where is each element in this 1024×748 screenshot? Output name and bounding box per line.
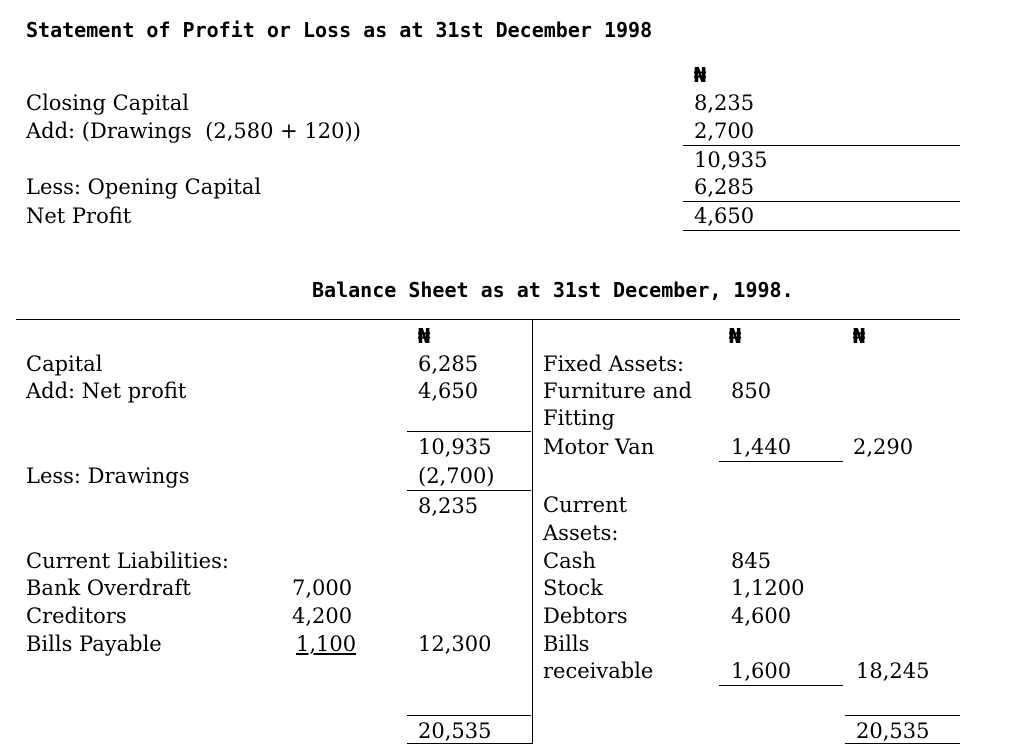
right-grand-total-rule: [845, 715, 960, 716]
pl-row-value: 2,700: [694, 119, 755, 143]
debtors-label: Debtors: [543, 604, 628, 628]
bs-center-divider: [532, 319, 533, 743]
fixed-assets-heading: Fixed Assets:: [543, 352, 685, 376]
liability-value: 4,200: [292, 604, 353, 628]
left-drawings-rule: [407, 490, 531, 491]
pl-row-label: Net Profit: [26, 204, 132, 228]
left-grand-total-rule: [407, 715, 531, 716]
bs-title: Balance Sheet as at 31st December, 1998.: [312, 278, 794, 302]
pl-row-label: Add: (Drawings (2,580 + 120)): [26, 119, 361, 143]
pl-currency-header: ₦: [694, 63, 707, 87]
bs-top-rule: [16, 319, 960, 320]
drawings-value: (2,700): [418, 464, 495, 488]
after-drawings-value: 8,235: [418, 494, 479, 518]
debtors-value: 4,600: [731, 604, 792, 628]
pl-row-value: 10,935: [694, 148, 768, 172]
left-subtotal-value: 10,935: [418, 435, 492, 459]
current-assets-heading: Current: [543, 493, 628, 517]
right-grand-total-value: 20,535: [856, 719, 930, 743]
liability-value: 1,100: [296, 632, 357, 656]
pl-row-value: 6,285: [694, 175, 755, 199]
right-bottom-rule: [845, 743, 960, 744]
bs-currency-header-mid: ₦: [729, 324, 742, 348]
left-grand-total-value: 20,535: [418, 719, 492, 743]
fixed-assets-total: 2,290: [853, 435, 914, 459]
furniture-label: Furniture and: [543, 379, 692, 403]
liabilities-total-value: 12,300: [418, 632, 492, 656]
cash-label: Cash: [543, 549, 596, 573]
net-profit-value: 4,650: [418, 379, 479, 403]
pl-row-value: 8,235: [694, 91, 755, 115]
bs-currency-header-left: ₦: [418, 324, 431, 348]
current-assets-heading-cont: Assets:: [543, 521, 619, 545]
left-bottom-rule: [407, 743, 533, 744]
furniture-label-cont: Fitting: [543, 406, 615, 430]
furniture-value: 850: [731, 379, 772, 403]
bs-currency-header-right: ₦: [853, 324, 866, 348]
bills-receivable-value: 1,600: [731, 659, 792, 683]
net-profit-label: Add: Net profit: [26, 379, 187, 403]
bills-receivable-label: Bills: [543, 632, 590, 656]
liability-value: 7,000: [292, 576, 353, 600]
bills-receivable-rule: [719, 685, 843, 686]
current-liabilities-heading: Current Liabilities:: [26, 549, 229, 573]
motor-van-rule: [719, 461, 843, 462]
left-subtotal-rule: [407, 431, 531, 432]
stock-value: 1,1200: [731, 576, 805, 600]
pl-rule: [683, 201, 960, 202]
pl-rule: [683, 145, 960, 146]
stock-label: Stock: [543, 576, 603, 600]
liability-label: Creditors: [26, 604, 127, 628]
bills-receivable-label-cont: receivable: [543, 659, 654, 683]
motor-van-value: 1,440: [731, 435, 792, 459]
capital-label: Capital: [26, 352, 103, 376]
pl-row-label: Less: Opening Capital: [26, 175, 262, 199]
drawings-label: Less: Drawings: [26, 464, 190, 488]
cash-value: 845: [731, 549, 772, 573]
liability-label: Bank Overdraft: [26, 576, 191, 600]
current-assets-total: 18,245: [856, 659, 930, 683]
pl-row-value: 4,650: [694, 204, 755, 228]
pl-rule: [683, 230, 960, 231]
liability-label: Bills Payable: [26, 632, 162, 656]
pl-row-label: Closing Capital: [26, 91, 189, 115]
capital-value: 6,285: [418, 352, 479, 376]
motor-van-label: Motor Van: [543, 435, 655, 459]
pl-title: Statement of Profit or Loss as at 31st December 1998: [26, 18, 653, 42]
